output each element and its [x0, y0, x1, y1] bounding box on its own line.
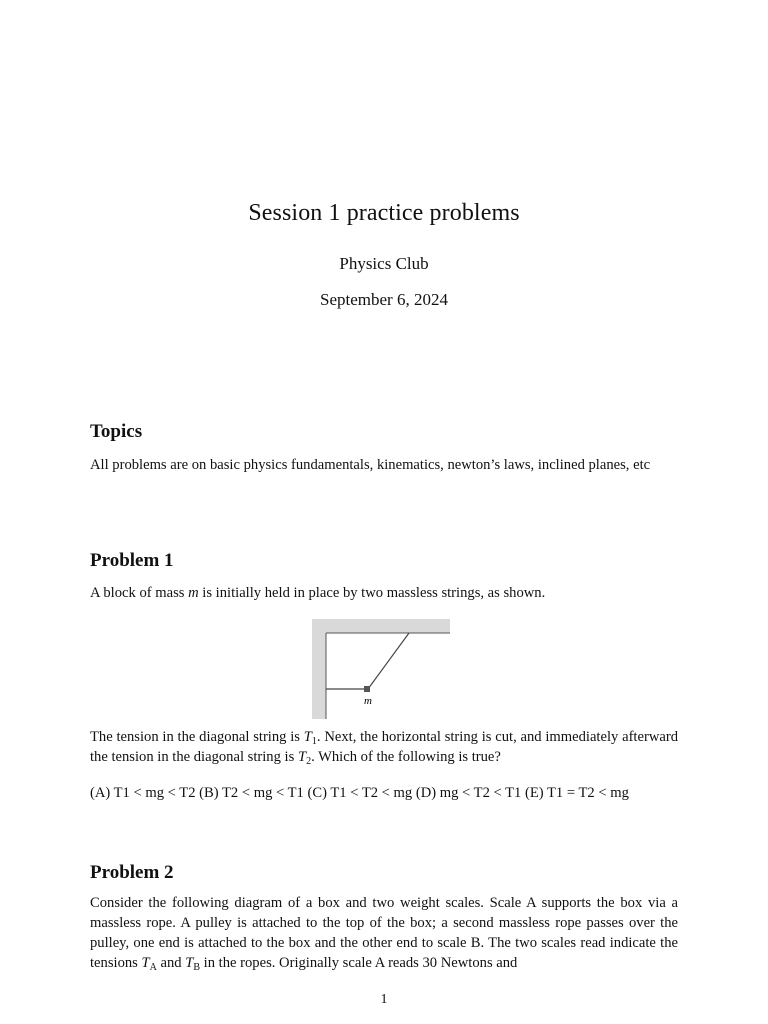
- problem2-text: [90, 893, 678, 973]
- two-string-block-figure: [312, 619, 452, 721]
- page-number: 1: [380, 992, 388, 1007]
- problem1-choices: (A) T1 < mg < T2 (B) T2 < mg < T1 (C) T1 < T2 < mg (D) mg < T2 < T1 (E) T1 = T2 < mg: [90, 785, 629, 801]
- document-date: September 6, 2024: [320, 290, 448, 309]
- t2-subscript: 2: [306, 756, 312, 767]
- ceiling-wall: [312, 619, 450, 633]
- tb-subscript: B: [193, 962, 201, 973]
- document-title: Session 1 practice problems: [248, 200, 520, 226]
- topics-heading: Topics: [90, 421, 143, 442]
- problem1-text-b: . Next, the horizontal string is cut, and immediately afterward the tension in the diagonal string is: [90, 729, 678, 765]
- problem1-text-c: . Which of the following is true?: [311, 749, 501, 765]
- topics-text: All problems are on basic physics fundamentals, kinematics, newton’s laws, inclined planes, etc: [90, 457, 651, 473]
- problem1-intro-b: is initially held in place by two massless strings, as shown.: [198, 585, 546, 601]
- side-wall: [312, 619, 326, 719]
- ta-subscript: A: [149, 962, 157, 973]
- document-author: Physics Club: [339, 254, 429, 273]
- problem2-text-a: Consider the following diagram of a box and two weight scales. Scale A supports the box via a massless rope. A pulley is attached to the top of the box; a second massless rope passes over the pulley, one end is attached to the box and the other end to scale B. The two scales read indicate the tensions: [90, 895, 678, 971]
- mass-symbol: m: [188, 585, 199, 601]
- mass-label: m: [364, 695, 372, 707]
- problem1-heading: Problem 1: [90, 550, 174, 571]
- problem1-intro: [90, 583, 678, 603]
- t1-symbol: T: [303, 729, 312, 745]
- tb-symbol: T: [185, 955, 194, 971]
- ta-symbol: T: [141, 955, 150, 971]
- problem2-text-b: in the ropes. Originally scale A reads 30 Newtons and: [200, 955, 518, 971]
- problem1-text-a: The tension in the diagonal string is: [90, 729, 304, 745]
- diagonal-string: [368, 633, 409, 689]
- t1-subscript: 1: [311, 736, 317, 747]
- problem2-text-and: and: [156, 955, 186, 971]
- problem1-intro-a: A block of mass: [90, 585, 189, 601]
- t2-symbol: T: [297, 749, 307, 765]
- mass-block: [364, 686, 370, 692]
- problem2-heading: Problem 2: [90, 862, 174, 883]
- problem1-tension-text: [90, 727, 678, 767]
